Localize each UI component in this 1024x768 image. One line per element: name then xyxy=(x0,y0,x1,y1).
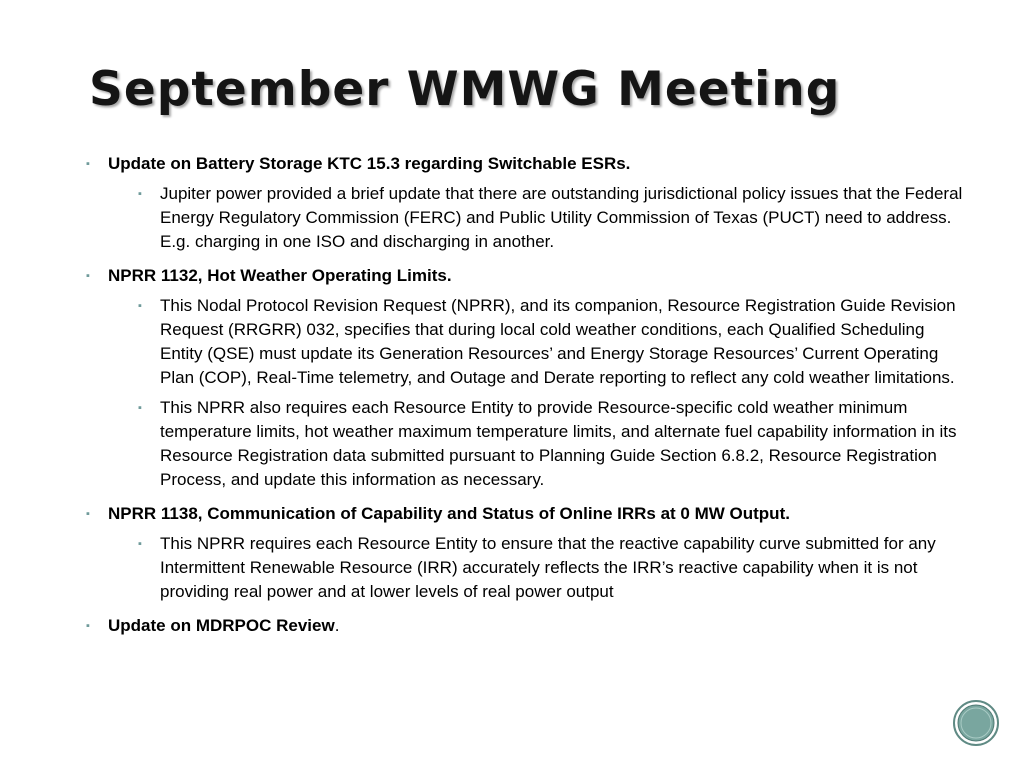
bullet-item-mdrpoc-review xyxy=(86,614,971,638)
bullet-item-label: NPRR 1138, Communication of Capability and Status of Online IRRs at 0 MW Output. xyxy=(108,504,790,523)
sub-bullet-text: This NPRR requires each Resource Entity to ensure that the reactive capability curve submitted for any Intermittent Renewable Resource (IRR) accurately reflects the IRR’s reactive capability when it is not providing real power and at lower levels of real power output xyxy=(160,534,936,601)
bullet-item-battery-storage xyxy=(86,152,971,254)
square-bullet-icon: ▪ xyxy=(86,620,90,632)
sub-bullet-item xyxy=(138,396,971,492)
sub-bullet-text: This NPRR also requires each Resource Entity to provide Resource-specific cold weather minimum temperature limits, hot weather maximum temperature limits, and alternate fuel capability information in its Resource Registration data submitted pursuant to Planning Guide Section 6.8.2, Resource Registration Process, and update this information as necessary. xyxy=(160,398,957,489)
sub-bullet-item xyxy=(138,294,971,390)
square-bullet-icon: ▪ xyxy=(86,270,90,282)
slide-title: September WMWG Meeting xyxy=(89,62,841,117)
circle-badge-icon xyxy=(953,700,999,746)
bullet-item-nprr-1138 xyxy=(86,502,971,604)
sub-bullet-text: This Nodal Protocol Revision Request (NPRR), and its companion, Resource Registration Guide Revision Request (RRGRR) 032, specifies that during local cold weather conditions, each Qualified Scheduling Entity (QSE) must update its Generation Resources’ and Energy Storage Resources’ Current Operating Plan (COP), Real-Time telemetry, and Outage and Derate reporting to reflect any cold weather limitations. xyxy=(160,296,956,387)
sub-bullet-text: Jupiter power provided a brief update that there are outstanding jurisdictional policy issues that the Federal Energy Regulatory Commission (FERC) and Public Utility Commission of Texas (PUCT) need to address. E.g. charging in one ISO and discharging in another. xyxy=(160,184,963,251)
square-bullet-icon: ▪ xyxy=(138,300,142,312)
bullet-item-nprr-1132 xyxy=(86,264,971,492)
sub-bullet-item xyxy=(138,532,971,604)
sub-bullet-item xyxy=(138,182,971,254)
bullet-item-suffix: . xyxy=(334,616,340,635)
square-bullet-icon: ▪ xyxy=(138,402,142,414)
bullet-item-label: NPRR 1132, Hot Weather Operating Limits. xyxy=(108,266,452,285)
square-bullet-icon: ▪ xyxy=(86,508,90,520)
square-bullet-icon: ▪ xyxy=(138,538,142,550)
bullet-item-label: Update on Battery Storage KTC 15.3 regarding Switchable ESRs. xyxy=(108,154,631,173)
square-bullet-icon: ▪ xyxy=(86,158,90,170)
square-bullet-icon: ▪ xyxy=(138,188,142,200)
bullet-item-label: Update on MDRPOC Review xyxy=(108,616,335,635)
slide-content xyxy=(86,152,971,638)
